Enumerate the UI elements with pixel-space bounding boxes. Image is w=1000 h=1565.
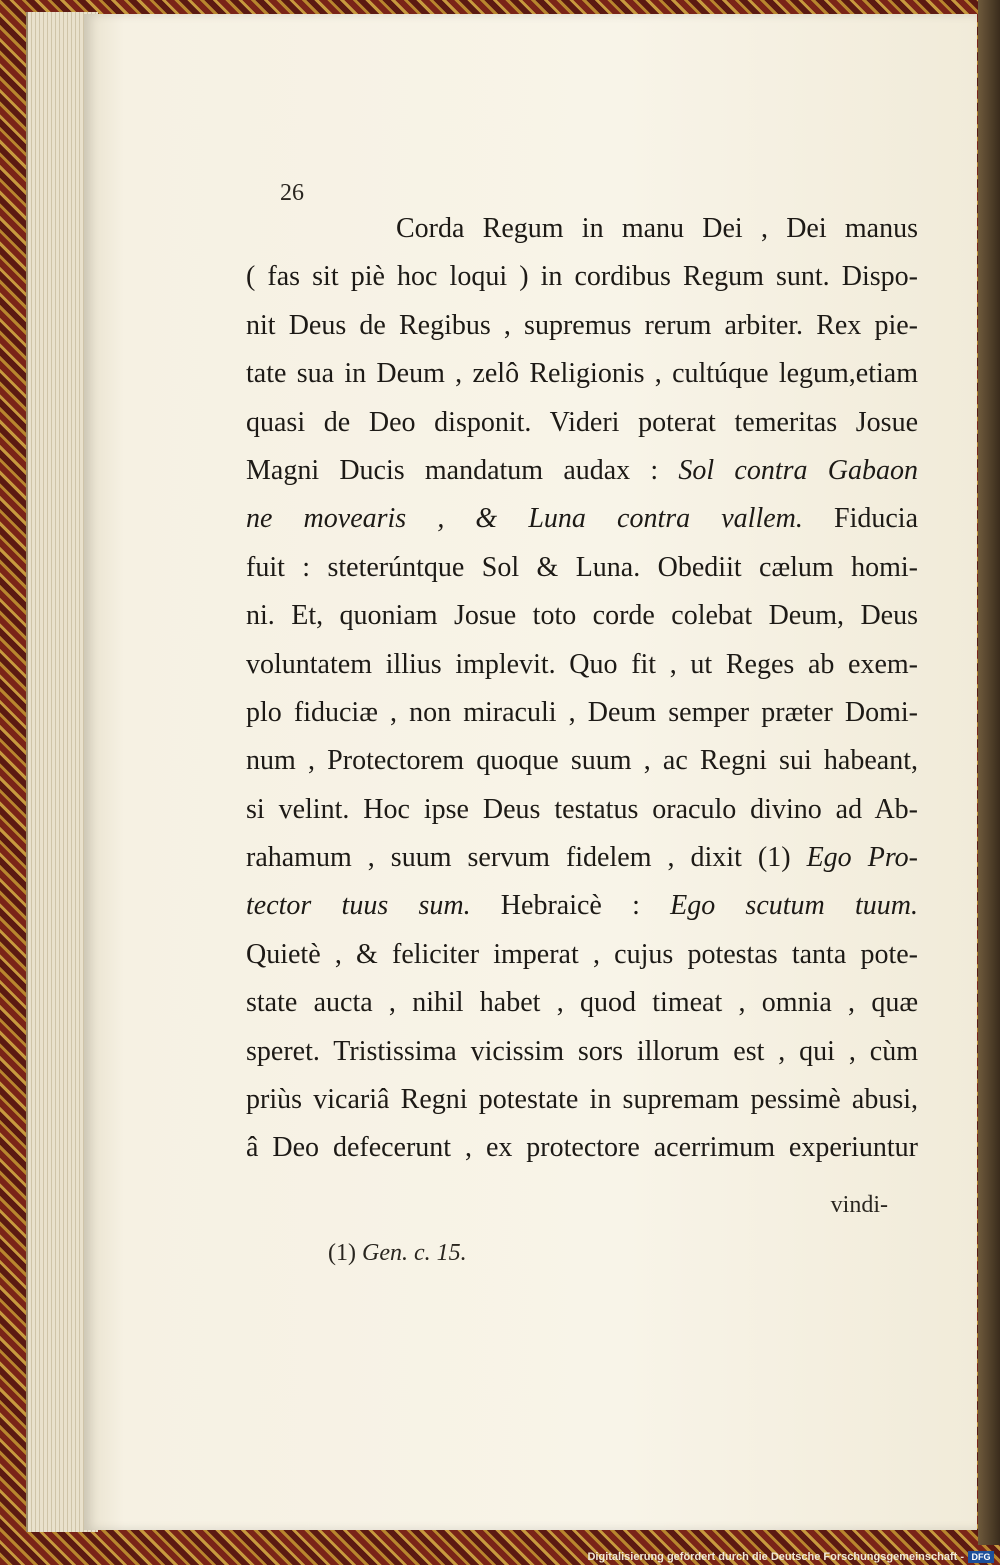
text-span: voluntatem illius implevit. Quo fit , ut Reges ab exem-: [246, 648, 918, 680]
text-line: [246, 931, 918, 979]
text-line: [246, 399, 918, 447]
body-text: [246, 205, 918, 1173]
text-span: tate sua in Deum , zelô Religionis , cultúque legum,etiam: [246, 358, 918, 390]
italic-text: ne movearis , & Luna contra vallem.: [246, 503, 803, 535]
text-span: priùs vicariâ Regni potestate in supremam pessimè abusi,: [246, 1084, 918, 1116]
text-line: [246, 447, 918, 495]
text-span: rahamum , suum servum fidelem , dixit (1): [246, 842, 807, 874]
text-span: â Deo defecerunt , ex protectore acerrimum experiuntur: [246, 1132, 918, 1164]
text-line: [246, 689, 918, 737]
text-span: Quietè , & feliciter imperat , cujus potestas tanta pote-: [246, 938, 918, 970]
text-span: plo fiduciæ , non miraculi , Deum semper præter Domi-: [246, 696, 918, 728]
text-line: [246, 592, 918, 640]
text-line: [246, 1124, 918, 1172]
text-span: Fiducia: [802, 503, 918, 535]
text-span: state aucta , nihil habet , quod timeat , omnia , quæ: [246, 987, 918, 1019]
digitization-credit: Digitalisierung gefördert durch die Deutsche Forschungsgemeinschaft -: [587, 1551, 964, 1563]
text-line: [246, 495, 918, 543]
text-span: num , Protectorem quoque suum , ac Regni sui habeant,: [246, 745, 918, 777]
text-span: Hebraicè :: [470, 890, 671, 922]
italic-text: Sol contra Gabaon: [678, 454, 918, 486]
text-line: [246, 834, 918, 882]
text-span: ni. Et, quoniam Josue toto corde colebat Deum, Deus: [246, 600, 918, 632]
text-line: [246, 979, 918, 1027]
page-number: 26: [280, 180, 304, 206]
footnote: [328, 1240, 467, 1267]
text-line: [246, 882, 918, 930]
text-span: Magni Ducis mandatum audax :: [246, 454, 679, 486]
dfg-logo: DFG: [968, 1551, 994, 1563]
text-line: [246, 1028, 918, 1076]
text-span: nit Deus de Regibus , supremus rerum arbiter. Rex pie-: [246, 309, 918, 341]
footnote-reference: Gen. c. 15.: [361, 1240, 467, 1266]
right-cover-edge: [978, 0, 1000, 1545]
catchword: vindi-: [830, 1192, 888, 1218]
text-span: ( fas sit piè hoc loqui ) in cordibus Regum sunt. Dispo-: [246, 261, 918, 293]
text-span: speret. Tristissima vicissim sors illorum est , qui , cùm: [246, 1035, 918, 1067]
text-line: [246, 786, 918, 834]
text-line: [246, 205, 918, 253]
italic-text: tector tuus sum.: [246, 890, 471, 922]
text-line: [246, 350, 918, 398]
footnote-mark: (1): [328, 1240, 356, 1266]
italic-text: Ego scutum tuum.: [670, 890, 918, 922]
text-line: [246, 302, 918, 350]
italic-text: Ego Pro-: [806, 842, 918, 874]
text-span: quasi de Deo disponit. Videri poterat temeritas Josue: [246, 406, 918, 438]
text-span: fuit : steterúntque Sol & Luna. Obediit cælum homi-: [246, 551, 918, 583]
text-line: [246, 253, 918, 301]
text-span: si velint. Hoc ipse Deus testatus oraculo divino ad Ab-: [246, 793, 918, 825]
text-line: [246, 544, 918, 592]
text-line: [246, 737, 918, 785]
text-line: [246, 1076, 918, 1124]
text-line: [246, 641, 918, 689]
text-span: Corda Regum in manu Dei , Dei manus: [396, 213, 918, 244]
